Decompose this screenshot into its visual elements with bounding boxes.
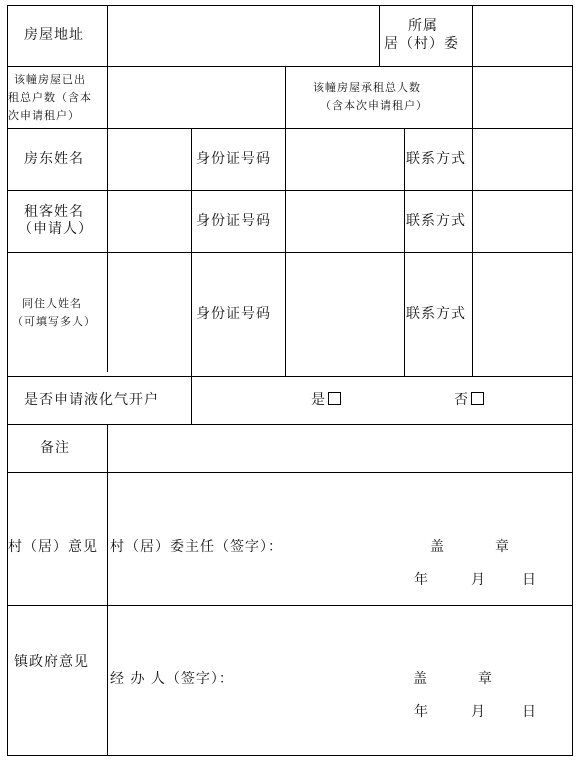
remarks-field[interactable] bbox=[108, 425, 571, 471]
committee-field[interactable] bbox=[473, 6, 571, 66]
row-line bbox=[7, 605, 573, 606]
committee-label-line2: 居（村）委 bbox=[384, 36, 459, 52]
tenant-id-field[interactable] bbox=[286, 191, 403, 251]
col-line bbox=[379, 5, 380, 67]
cohabitant-id-label: 身份证号码 bbox=[196, 306, 271, 322]
total-tenants-label-1: 该幢房屋承租总人数 bbox=[313, 81, 421, 94]
tenant-contact-label: 联系方式 bbox=[406, 213, 466, 229]
tenant-name-label-1: 租客姓名 bbox=[24, 204, 84, 220]
village-director-signature: 村（居）委主任（签字）： bbox=[110, 539, 283, 555]
total-tenants-label-2: （含本次申请租户） bbox=[320, 99, 428, 112]
lpg-no-label: 否 bbox=[454, 392, 469, 408]
lpg-yes-label: 是 bbox=[311, 392, 326, 408]
col-line bbox=[191, 128, 192, 424]
lpg-no-option[interactable] bbox=[454, 391, 484, 409]
village-year: 年 bbox=[414, 572, 429, 588]
town-month: 月 bbox=[471, 704, 486, 720]
rented-households-label-2: 租总户数（含本 bbox=[8, 91, 92, 104]
col-line bbox=[404, 128, 405, 376]
tenant-name-field[interactable] bbox=[108, 191, 190, 251]
town-day: 日 bbox=[522, 704, 537, 720]
landlord-contact-field[interactable] bbox=[473, 129, 571, 189]
border-bottom bbox=[7, 755, 573, 756]
lpg-yes-option[interactable] bbox=[311, 391, 341, 409]
landlord-name-field[interactable] bbox=[108, 129, 190, 189]
town-stamp-char: 章 bbox=[478, 671, 493, 687]
tenant-contact-field[interactable] bbox=[473, 191, 571, 251]
rented-households-field[interactable] bbox=[108, 67, 284, 127]
col-line bbox=[107, 424, 108, 756]
rented-households-label-1: 该幢房屋已出 bbox=[14, 73, 86, 86]
checkbox-icon[interactable] bbox=[328, 392, 341, 405]
row-line bbox=[7, 376, 573, 377]
cohabitant-name-field[interactable] bbox=[108, 253, 190, 375]
handler-signature: 经 办 人（签字）： bbox=[110, 671, 234, 687]
town-opinion-label: 镇政府意见 bbox=[14, 654, 89, 670]
total-tenants-field[interactable] bbox=[473, 67, 571, 127]
address-field[interactable] bbox=[108, 6, 378, 66]
tenant-name-label-2: （申请人） bbox=[18, 221, 93, 237]
town-seal-char: 盖 bbox=[413, 671, 428, 687]
remarks-label: 备注 bbox=[40, 440, 70, 456]
border-right bbox=[572, 5, 573, 756]
landlord-id-field[interactable] bbox=[286, 129, 403, 189]
town-year: 年 bbox=[414, 704, 429, 720]
landlord-contact-label: 联系方式 bbox=[406, 151, 466, 167]
cohabitant-label-2: （可填写多人） bbox=[12, 315, 96, 328]
committee-label-line1: 所属 bbox=[408, 18, 438, 34]
landlord-id-label: 身份证号码 bbox=[196, 151, 271, 167]
checkbox-icon[interactable] bbox=[471, 392, 484, 405]
cohabitant-id-field[interactable] bbox=[286, 253, 403, 375]
cohabitant-contact-field[interactable] bbox=[473, 253, 571, 375]
address-label: 房屋地址 bbox=[24, 27, 84, 43]
rented-households-label-3: 次申请租户） bbox=[8, 109, 80, 122]
cohabitant-label-1: 同住人姓名 bbox=[22, 297, 82, 310]
village-day: 日 bbox=[522, 572, 537, 588]
lpg-question-label: 是否申请液化气开户 bbox=[24, 392, 159, 408]
village-month: 月 bbox=[471, 572, 486, 588]
cohabitant-contact-label: 联系方式 bbox=[406, 306, 466, 322]
village-opinion-label: 村（居）意见 bbox=[8, 539, 98, 555]
landlord-name-label: 房东姓名 bbox=[24, 151, 84, 167]
village-seal-char: 盖 bbox=[430, 539, 445, 555]
row-line bbox=[7, 472, 573, 473]
tenant-id-label: 身份证号码 bbox=[196, 213, 271, 229]
village-stamp-char: 章 bbox=[495, 539, 510, 555]
